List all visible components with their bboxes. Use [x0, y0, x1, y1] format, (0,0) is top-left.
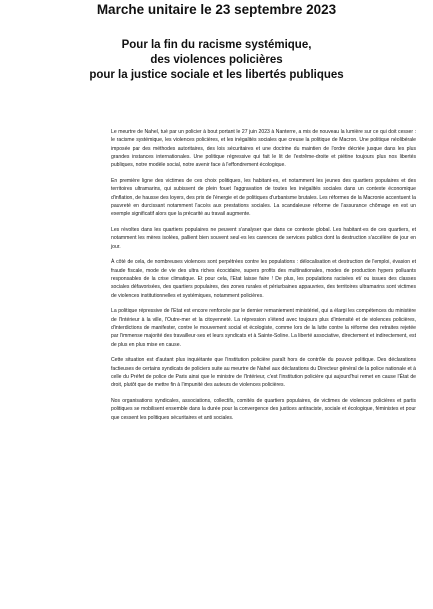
paragraph: En première ligne des victimes de ces choix politiques, les habitant·es, et notamment les jeunes des quartiers populaires et des territoires ultramarins, qui subissent de plein fouet l'aggravation de toutes les inégalités sociales dans un contexte économique d'inflation, de hausse des loyers, des prix de l'énergie et de politiques d'urbanisme brutales. Les réformes de la Macronie accentuent la pauvreté en durcissant notamment l'accès aux prestations sociales. La scandaleuse réforme de l'assurance chômage en est un exemple significatif alors que la précarité au travail augmente. — [111, 177, 416, 218]
subheading-line-2: des violences policières — [150, 54, 283, 66]
subheading-block — [0, 38, 433, 83]
paragraph: Le meurtre de Nahel, tué par un policier à bout portant le 27 juin 2023 à Nanterre, a mis de nouveau la lumière sur ce qui doit cesser : le racisme systémique, les violences policières, et les inégalités sociales que creuse la politique de Macron. Une politique néolibérale imposée par des méthodes autoritaires, des lois sécuritaires et une doctrine du maintien de l'ordre décriée jusque dans les plus grandes instances internationales. Une politique régressive qui fait le lit de l'extrême-droite et piétine toujours plus nos libertés publiques, notre modèle social, notre avenir face à l'effondrement écologique. — [111, 129, 416, 169]
subheading-line-3: pour la justice sociale et les libertés publiques — [89, 69, 344, 81]
paragraph: Cette situation est d'autant plus inquiétante que l'institution policière paraît hors de contrôle du pouvoir politique. Des déclarations factieuses de certains syndicats de policiers suite au meurtre de Nahel aux déclarations du Directeur général de la police nationale et à celle du Préfet de police de Paris ainsi que le ministre de l'Intérieur, c'est l'institution policière qui aujourd'hui remet en cause l'État de droit, plutôt que de mettre fin à l'impunité des auteurs de violences policières. — [111, 357, 416, 389]
paragraph: À côté de cela, de nombreuses violences sont perpétrées contre les populations : délocalisation et destruction de l'emploi, évasion et fraude fiscale, mode de vie des ultra riches écocidaire, supers profits des multinationales, modes de production hypers polluants responsables de la crise climatique. Et pour cela, l'Etat laisse faire ! De plus, les populations racisées et/ ou issues des classes sociales défavorisées, des quartiers populaires, des zones rurales et périurbaines appauvries, des territoires ultramarins sont victimes de violences institutionnelles et systémiques, notamment policières. — [111, 259, 416, 299]
subheading-line-1: Pour la fin du racisme systémique, — [121, 39, 312, 51]
paragraph: Les révoltes dans les quartiers populaires ne peuvent s'analyser que dans ce contexte global. Les habitant·es de ces quartiers, et notamment les mères isolées, pallient bien souvent seul·es les carences de services publics dont la destruction s'accélère de jour en jour. — [111, 226, 416, 250]
document-title: Marche unitaire le 23 septembre 2023 — [96, 2, 337, 17]
document-body — [111, 128, 416, 429]
paragraph: Nos organisations syndicales, associations, collectifs, comités de quartiers populaires, de victimes de violences policières et partis politiques se mobilisent ensemble dans la durée pour la convergence des justices antiraciste, sociale et écologique, féministes et pour que cessent les politiques sécuritaires et anti sociales. — [111, 398, 416, 421]
paragraph: La politique répressive de l'Etat est encore renforcée par le dernier remaniement ministériel, qui a élargi les compétences du ministère de l'Intérieur à la ville, l'Outre-mer et la citoyenneté. La répression s'étend avec toujours plus d'intensité et de violences policières, d'interdictions de manifester, contre le mouvement social et écologiste, comme lors de la lutte contre la réforme des retraites rejetée par l'immense majorité des travailleur·ses et leurs syndicats et à Sainte-Soline. La liberté associative, directement et indirectement, est de plus en plus mise en cause. — [111, 308, 416, 348]
